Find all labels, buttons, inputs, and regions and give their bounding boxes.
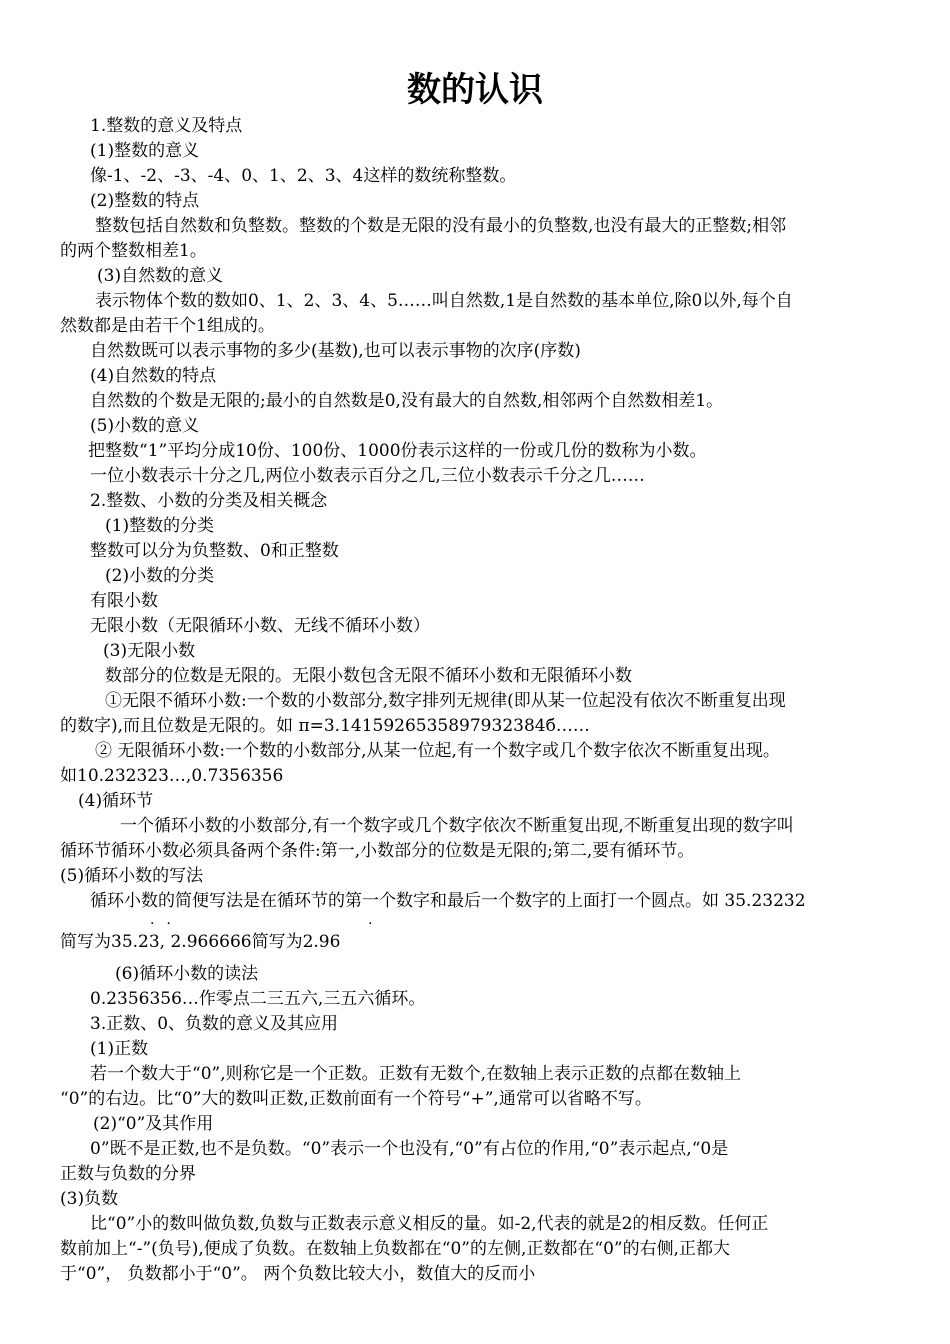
paragraph-line: 像-1、-2、-3、-4、0、1、2、3、4这样的数统称整数。 <box>90 166 517 186</box>
paragraph-line: 循环节循环小数必须具备两个条件:第一,小数部分的位数是无限的;第二,要有循环节。 <box>60 841 695 861</box>
paragraph-line: 的两个整数相差1。 <box>60 241 207 261</box>
subheading: (2)小数的分类 <box>105 566 215 586</box>
paragraph-line: 无限小数（无限循环小数、无线不循环小数） <box>90 616 430 636</box>
paragraph-line: 把整数“1”平均分成10份、100份、1000份表示这样的一份或几份的数称为小数。 <box>88 441 707 461</box>
paragraph-line: 一位小数表示十分之几,两位小数表示百分之几,三位小数表示千分之几…… <box>90 466 645 486</box>
paragraph-line: ② 无限循环小数:一个数的小数部分,从某一位起,有一个数字或几个数字依次不断重复出现。 <box>95 741 780 761</box>
paragraph-line: 自然数既可以表示事物的多少(基数),也可以表示事物的次序(序数) <box>90 341 581 361</box>
subheading: (1)正数 <box>90 1039 149 1059</box>
paragraph-line: 自然数的个数是无限的;最小的自然数是0,没有最大的自然数,相邻两个自然数相差1。 <box>90 391 724 411</box>
subheading: (4)循环节 <box>78 791 154 811</box>
paragraph-line: 0.2356356…作零点二三五六,三五六循环。 <box>90 989 426 1009</box>
paragraph-line: ①无限不循环小数:一个数的小数部分,数字排列无规律(即从某一位起没有依次不断重复出现 <box>105 691 786 711</box>
subheading: (5)小数的意义 <box>90 416 200 436</box>
subheading: (1)整数的意义 <box>90 141 200 161</box>
subheading: (3)无限小数 <box>103 641 196 661</box>
paragraph-line: 一个循环小数的小数部分,有一个数字或几个数字依次不断重复出现,不断重复出现的数字叫 <box>120 816 794 836</box>
paragraph-line: “0”的右边。比“0”大的数叫正数,正数前面有一个符号“+”,通常可以省略不写。 <box>60 1089 652 1109</box>
subheading: (2)“0”及其作用 <box>93 1114 214 1134</box>
paragraph-line: 如10.232323…,0.7356356 <box>60 766 284 786</box>
subheading: (6)循环小数的读法 <box>115 964 259 984</box>
section-heading: 2.整数、小数的分类及相关概念 <box>90 491 328 511</box>
subheading: (4)自然数的特点 <box>90 366 217 386</box>
paragraph-line: 表示物体个数的数如0、1、2、3、4、5……叫自然数,1是自然数的基本单位,除0以外,每个自 <box>95 291 793 311</box>
paragraph-line: 循环小数的简便写法是在循环节的第一个数字和最后一个数字的上面打一个圆点。如 35.23232 <box>90 891 806 911</box>
paragraph-line: 若一个数大于“0”,则称它是一个正数。正数有无数个,在数轴上表示正数的点都在数轴上 <box>90 1064 742 1084</box>
paragraph-line: 简写为35.23, 2.966666简写为2.96 <box>60 932 341 952</box>
subheading: (3)负数 <box>60 1189 119 1209</box>
paragraph-line: 有限小数 <box>90 591 158 611</box>
paragraph-line: 的数字),而且位数是无限的。如 π=3.1415926535897932384б…… <box>60 716 590 736</box>
subheading: (5)循环小数的写法 <box>60 866 204 886</box>
section-heading: 1.整数的意义及特点 <box>90 116 243 136</box>
section-heading: 3.正数、0、负数的意义及其应用 <box>90 1014 339 1034</box>
paragraph-line: 比“0”小的数叫做负数,负数与正数表示意义相反的量。如-2,代表的就是2的相反数。任何正 <box>90 1214 769 1234</box>
paragraph-line: 整数包括自然数和负整数。整数的个数是无限的没有最小的负整数,也没有最大的正整数;相邻 <box>95 216 787 236</box>
subheading: (1)整数的分类 <box>105 516 215 536</box>
page-title: 数的认识 <box>407 70 543 110</box>
paragraph-line: 数前加上“-”(负号),便成了负数。在数轴上负数都在“0”的左侧,正数都在“0”的右侧,正都大 <box>60 1239 730 1259</box>
subheading: (2)整数的特点 <box>90 191 200 211</box>
paragraph-line: 整数可以分为负整数、0和正整数 <box>90 541 339 561</box>
paragraph-line: 于“0”， 负数都小于“0”。 两个负数比较大小，数值大的反而小 <box>60 1264 536 1284</box>
recurring-dots: . . <box>150 912 172 928</box>
subheading: (3)自然数的意义 <box>97 266 224 286</box>
paragraph-line: 然数都是由若干个1组成的。 <box>60 316 275 336</box>
paragraph-line: 正数与负数的分界 <box>60 1164 196 1184</box>
recurring-dots: . <box>368 912 374 928</box>
paragraph-line: 数部分的位数是无限的。无限小数包含无限不循环小数和无限循环小数 <box>105 666 632 686</box>
paragraph-line: 0”既不是正数,也不是负数。“0”表示一个也没有,“0”有占位的作用,“0”表示起点,“0是 <box>90 1139 729 1159</box>
